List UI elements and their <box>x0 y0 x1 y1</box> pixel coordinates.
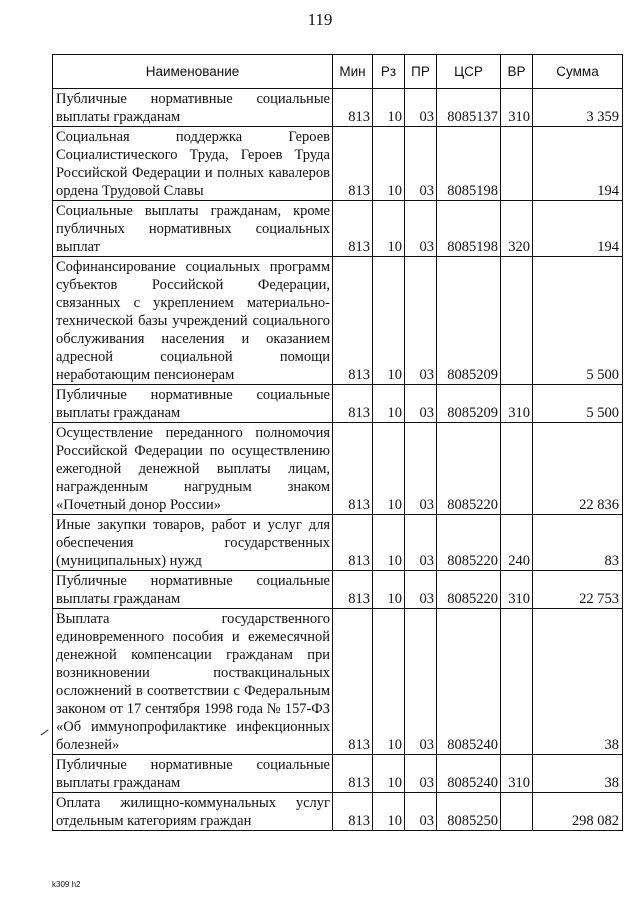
cell-name: Выплата государственного единовременного пособия и ежемесячной денежной компенсации гражданам при возникновении поствакцинальных осложнений в соответствии с Федеральным законом от 17 сентября 1998 года № 157-ФЗ «Об иммунопрофилактике инфекционных болезней» <box>53 609 333 755</box>
cell-csr: 8085220 <box>437 515 501 571</box>
table-row <box>53 423 623 515</box>
cell-rz: 10 <box>373 515 405 571</box>
cell-sum: 5 500 <box>533 257 623 385</box>
cell-min: 813 <box>333 89 373 127</box>
cell-rz: 10 <box>373 201 405 257</box>
cell-sum: 3 359 <box>533 89 623 127</box>
table-row <box>53 515 623 571</box>
margin-tick-mark <box>41 730 49 736</box>
cell-name: Софинансирование социальных программ субъектов Российской Федерации, связанных с укреплением материально-технической базы учреждений социального обслуживания населения и оказанием адресной социальной помощи неработающим пенсионерам <box>53 257 333 385</box>
cell-min: 813 <box>333 201 373 257</box>
cell-pr: 03 <box>405 515 437 571</box>
cell-sum: 194 <box>533 127 623 201</box>
cell-csr: 8085220 <box>437 423 501 515</box>
cell-vr <box>501 257 533 385</box>
cell-sum: 38 <box>533 755 623 793</box>
cell-pr: 03 <box>405 127 437 201</box>
table-row <box>53 793 623 831</box>
cell-min: 813 <box>333 127 373 201</box>
table-row <box>53 257 623 385</box>
cell-min: 813 <box>333 793 373 831</box>
table-row <box>53 609 623 755</box>
cell-vr: 310 <box>501 571 533 609</box>
cell-csr: 8085209 <box>437 257 501 385</box>
table-body <box>53 89 623 831</box>
cell-sum: 38 <box>533 609 623 755</box>
cell-min: 813 <box>333 423 373 515</box>
cell-vr <box>501 127 533 201</box>
cell-csr: 8085240 <box>437 755 501 793</box>
cell-sum: 5 500 <box>533 385 623 423</box>
cell-name: Оплата жилищно-коммунальных услуг отдельным категориям граждан <box>53 793 333 831</box>
cell-sum: 298 082 <box>533 793 623 831</box>
cell-name: Социальная поддержка Героев Социалистического Труда, Героев Труда Российской Федерации и полных кавалеров ордена Трудовой Славы <box>53 127 333 201</box>
cell-vr: 240 <box>501 515 533 571</box>
cell-min: 813 <box>333 257 373 385</box>
column-header-pr: ПР <box>405 55 437 89</box>
cell-sum: 83 <box>533 515 623 571</box>
cell-pr: 03 <box>405 89 437 127</box>
cell-csr: 8085240 <box>437 609 501 755</box>
page-number: 119 <box>307 10 333 29</box>
cell-pr: 03 <box>405 201 437 257</box>
cell-csr: 8085250 <box>437 793 501 831</box>
column-header-name: Наименование <box>53 55 333 89</box>
cell-csr: 8085198 <box>437 201 501 257</box>
cell-name: Публичные нормативные социальные выплаты гражданам <box>53 571 333 609</box>
cell-min: 813 <box>333 609 373 755</box>
cell-vr: 310 <box>501 755 533 793</box>
cell-rz: 10 <box>373 423 405 515</box>
cell-rz: 10 <box>373 755 405 793</box>
cell-sum: 22 836 <box>533 423 623 515</box>
cell-vr: 320 <box>501 201 533 257</box>
cell-min: 813 <box>333 571 373 609</box>
cell-name: Публичные нормативные социальные выплаты гражданам <box>53 89 333 127</box>
table-row <box>53 201 623 257</box>
footer-code: k309 h2 <box>52 880 81 889</box>
column-header-csr: ЦСР <box>437 55 501 89</box>
cell-vr <box>501 793 533 831</box>
cell-rz: 10 <box>373 793 405 831</box>
cell-rz: 10 <box>373 127 405 201</box>
table-row <box>53 127 623 201</box>
column-header-min: Мин <box>333 55 373 89</box>
cell-vr <box>501 609 533 755</box>
cell-csr: 8085220 <box>437 571 501 609</box>
cell-min: 813 <box>333 755 373 793</box>
cell-vr: 310 <box>501 385 533 423</box>
cell-rz: 10 <box>373 385 405 423</box>
column-header-sum: Сумма <box>533 55 623 89</box>
column-header-vr: ВР <box>501 55 533 89</box>
cell-pr: 03 <box>405 257 437 385</box>
cell-name: Иные закупки товаров, работ и услуг для обеспечения государственных (муниципальных) нужд <box>53 515 333 571</box>
cell-sum: 194 <box>533 201 623 257</box>
cell-rz: 10 <box>373 609 405 755</box>
cell-csr: 8085209 <box>437 385 501 423</box>
table-row <box>53 571 623 609</box>
cell-pr: 03 <box>405 385 437 423</box>
cell-csr: 8085137 <box>437 89 501 127</box>
table-header-row <box>53 55 623 89</box>
cell-pr: 03 <box>405 423 437 515</box>
cell-pr: 03 <box>405 609 437 755</box>
cell-vr: 310 <box>501 89 533 127</box>
cell-rz: 10 <box>373 571 405 609</box>
cell-pr: 03 <box>405 793 437 831</box>
cell-name: Публичные нормативные социальные выплаты гражданам <box>53 755 333 793</box>
table-row <box>53 755 623 793</box>
cell-csr: 8085198 <box>437 127 501 201</box>
cell-pr: 03 <box>405 571 437 609</box>
cell-rz: 10 <box>373 257 405 385</box>
budget-table <box>52 54 623 831</box>
cell-min: 813 <box>333 385 373 423</box>
table-row <box>53 89 623 127</box>
cell-sum: 22 753 <box>533 571 623 609</box>
cell-name: Социальные выплаты гражданам, кроме публичных нормативных социальных выплат <box>53 201 333 257</box>
cell-pr: 03 <box>405 755 437 793</box>
table-row <box>53 385 623 423</box>
cell-name: Публичные нормативные социальные выплаты гражданам <box>53 385 333 423</box>
cell-rz: 10 <box>373 89 405 127</box>
cell-vr <box>501 423 533 515</box>
column-header-rz: Рз <box>373 55 405 89</box>
cell-name: Осуществление переданного полномочия Российской Федерации по осуществлению ежегодной денежной выплаты лицам, награжденным нагрудным знаком «Почетный донор России» <box>53 423 333 515</box>
cell-min: 813 <box>333 515 373 571</box>
